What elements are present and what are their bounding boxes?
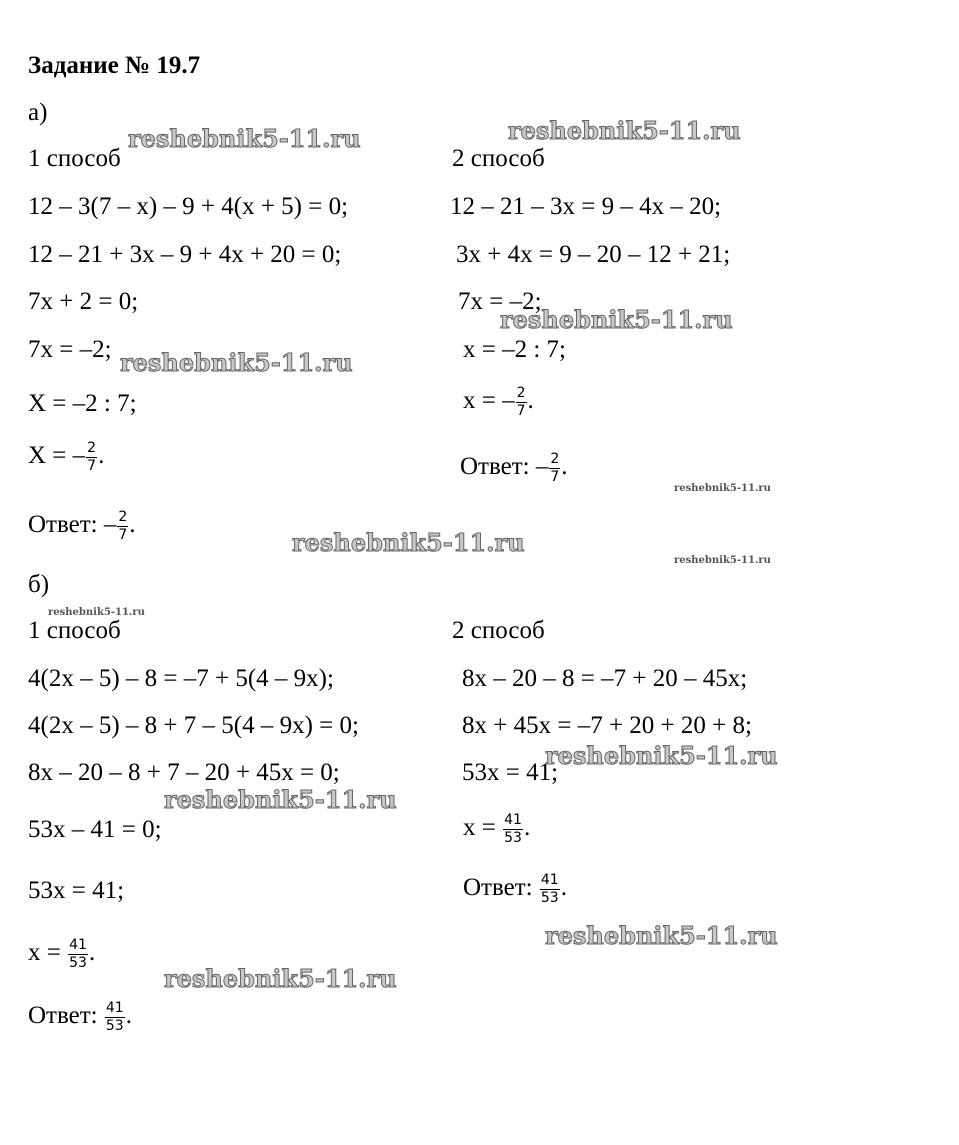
part-b-method2-line: 8x + 45x = –7 + 20 + 20 + 8;	[462, 712, 752, 739]
answer-prefix: Ответ: –	[28, 511, 117, 539]
part-a-label: а)	[28, 99, 48, 126]
part-a-method2-line: 3x + 4x = 9 – 20 – 12 + 21;	[456, 241, 731, 268]
fraction-denominator: 7	[118, 527, 128, 543]
part-a-method1-heading: 1 способ	[28, 145, 121, 172]
fraction	[86, 440, 97, 475]
fraction	[68, 937, 88, 972]
page-title: Задание № 19.7	[28, 52, 201, 79]
watermark: reshebnik5-11.ru	[128, 124, 361, 153]
part-b-method1-line: 53x – 41 = 0;	[28, 816, 162, 843]
part-b-method1-heading: 1 способ	[28, 617, 121, 644]
fraction-denominator: 7	[550, 469, 560, 485]
fraction-denominator: 53	[69, 955, 87, 971]
part-a-method1-line: 12 – 3(7 – x) – 9 + 4(x + 5) = 0;	[28, 193, 349, 220]
watermark: reshebnik5-11.ru	[545, 741, 778, 770]
part-a-method1-answer: Ответ: – $\frac{2}{7}$ .	[28, 509, 136, 543]
part-a-method2-line: x = –2 : 7;	[463, 336, 566, 363]
watermark: reshebnik5-11.ru	[508, 116, 741, 145]
part-b-label: б)	[28, 571, 50, 598]
fraction-numerator: 41	[105, 1000, 124, 1016]
fraction-numerator: 41	[69, 937, 87, 953]
answer-prefix: Ответ:	[463, 874, 539, 902]
part-a-method1-result: X = – $\frac{2}{7}$ .	[28, 440, 105, 474]
fraction-denominator: 53	[540, 890, 559, 906]
fraction	[117, 509, 128, 544]
part-b-method1-line: 53x = 41;	[28, 877, 125, 904]
part-b-method2-line: 53x = 41;	[462, 759, 559, 786]
part-a-method1-line: 12 – 21 + 3x – 9 + 4x + 20 = 0;	[28, 241, 342, 268]
watermark: reshebnik5-11.ru	[120, 348, 353, 377]
watermark: reshebnik5-11.ru	[500, 305, 733, 334]
fraction	[549, 451, 560, 486]
watermark: reshebnik5-11.ru	[292, 528, 525, 557]
part-b-method1-line: 4(2x – 5) – 8 = –7 + 5(4 – 9x);	[28, 665, 334, 692]
fraction-numerator: 2	[516, 385, 526, 401]
part-a-method2-answer: Ответ: – $\frac{2}{7}$ .	[460, 451, 568, 485]
fraction-denominator: 53	[105, 1018, 124, 1034]
fraction-denominator: 53	[504, 830, 522, 846]
fraction-numerator: 41	[540, 872, 559, 888]
answer-prefix: Ответ: –	[460, 453, 549, 481]
part-a-method2-line: 12 – 21 – 3x = 9 – 4x – 20;	[450, 193, 722, 220]
fraction	[503, 812, 523, 847]
watermark: reshebnik5-11.ru	[164, 964, 397, 993]
fraction-denominator: 7	[87, 458, 97, 474]
answer-prefix: Ответ:	[28, 1002, 104, 1030]
part-b-method2-heading: 2 способ	[452, 617, 545, 644]
part-b-method1-answer: Ответ: $\frac{41}{53}$ .	[28, 1000, 132, 1034]
fraction-numerator: 2	[87, 440, 97, 456]
fraction-numerator: 41	[504, 812, 522, 828]
part-a-method1-line: 7x = –2;	[28, 336, 112, 363]
part-b-method2-result: x = $\frac{41}{53}$ .	[463, 812, 531, 846]
part-a-method1-line: 7x + 2 = 0;	[28, 288, 139, 315]
fraction	[105, 1000, 125, 1035]
fraction-numerator: 2	[550, 451, 560, 467]
part-b-method2-line: 8x – 20 – 8 = –7 + 20 – 45x;	[462, 665, 748, 692]
result-prefix: x = –	[463, 387, 515, 415]
fraction	[540, 872, 560, 907]
result-prefix: X = –	[28, 442, 86, 470]
result-prefix: x =	[463, 814, 503, 842]
watermark-small: reshebnik5-11.ru	[48, 607, 145, 618]
part-a-method2-line: 7x = –2;	[458, 288, 542, 315]
part-a-method2-result: x = – $\frac{2}{7}$ .	[463, 385, 534, 419]
result-prefix: x =	[28, 939, 68, 967]
watermark-small: reshebnik5-11.ru	[674, 483, 771, 494]
part-b-method1-result: x = $\frac{41}{53}$ .	[28, 937, 96, 971]
part-b-method1-line: 8x – 20 – 8 + 7 – 20 + 45x = 0;	[28, 759, 340, 786]
fraction	[516, 385, 527, 420]
watermark-small: reshebnik5-11.ru	[674, 555, 771, 566]
part-b-method1-line: 4(2x – 5) – 8 + 7 – 5(4 – 9x) = 0;	[28, 712, 359, 739]
part-a-method1-line: X = –2 : 7;	[28, 390, 137, 417]
watermark: reshebnik5-11.ru	[164, 785, 397, 814]
part-b-method2-answer: Ответ: $\frac{41}{53}$ .	[463, 872, 567, 906]
fraction-denominator: 7	[516, 403, 526, 419]
watermark: reshebnik5-11.ru	[545, 921, 778, 950]
fraction-numerator: 2	[118, 509, 128, 525]
part-a-method2-heading: 2 способ	[452, 145, 545, 172]
